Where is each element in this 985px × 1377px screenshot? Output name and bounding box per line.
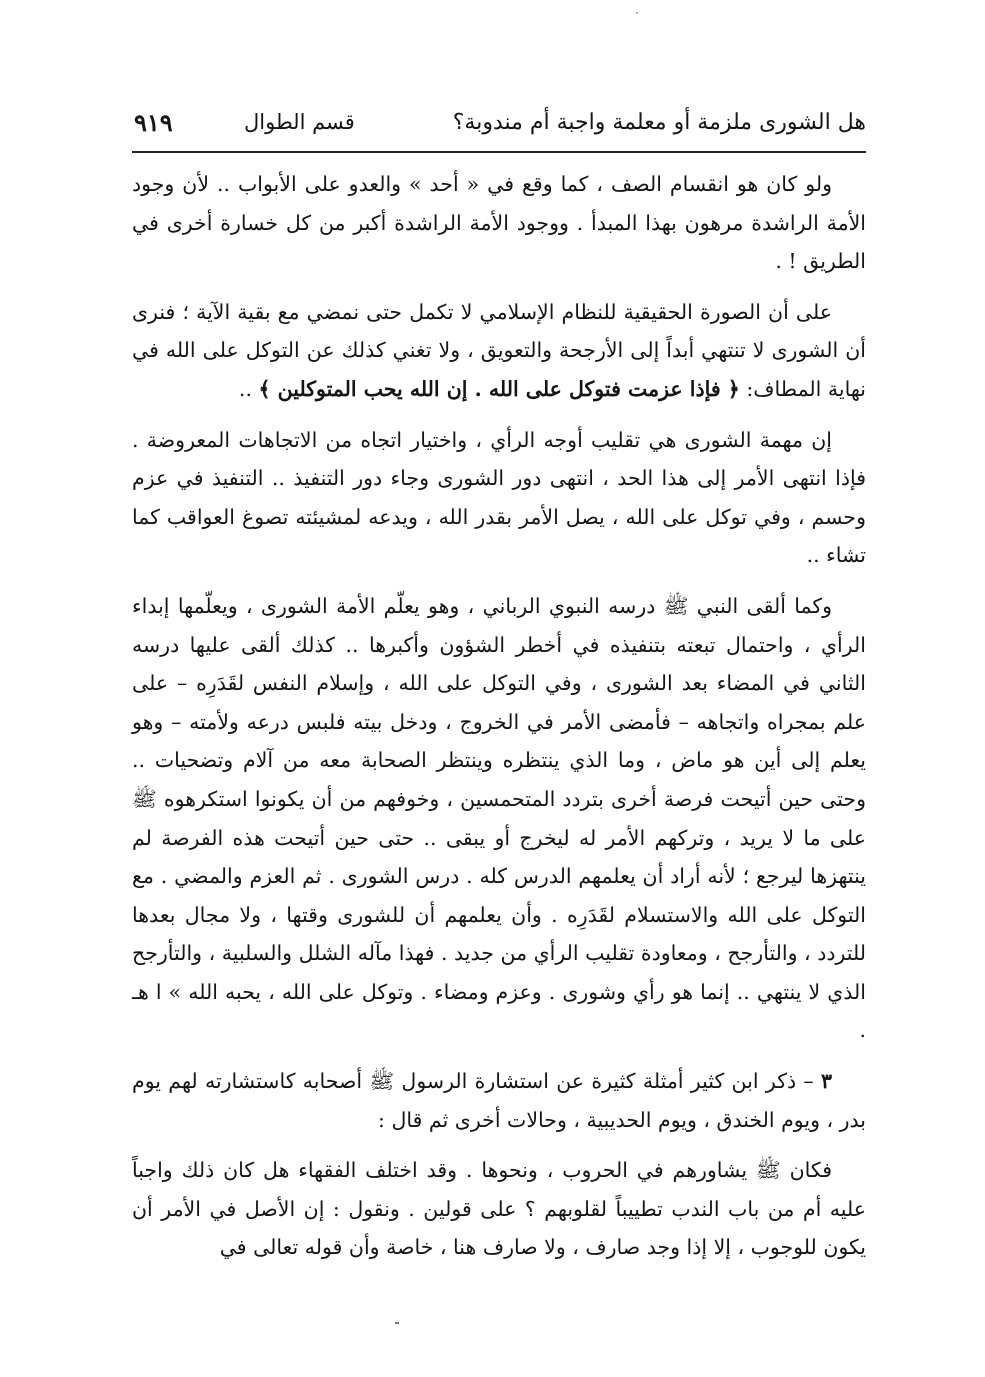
paragraph-2	[132, 293, 866, 409]
scan-speck-bottom	[395, 1322, 399, 1324]
paragraph-text: ولو كان هو انقسام الصف ، كما وقع في « أحد » والعدو على الأبواب .. لأن وجود الأمة الراشدة مرهون بهذا المبدأ . ووجود الأمة الراشدة أكبر من كل خسارة أخرى في الطريق ! .	[132, 172, 866, 274]
paragraph-1	[132, 165, 866, 281]
paragraph-4	[132, 587, 866, 1050]
paragraph-text: إن مهمة الشورى هي تقليب أوجه الرأي ، واختيار اتجاه من الاتجاهات المعروضة . فإذا انتهى الأمر إلى هذا الحد ، انتهى دور الشورى وجاء دور التنفيذ .. التنفيذ في عزم وحسم ، وفي توكل على الله ، يصل الأمر بقدر الله ، ويدعه لمشيئته تصوغ العواقب كما تشاء ..	[132, 427, 866, 568]
paragraph-text: وكما ألقى النبي ﷺ درسه النبوي الرباني ، وهو يعلّم الأمة الشورى ، ويعلّمها إبداء الرأي ، واحتمال تبعته بتنفيذه في أخطر الشؤون وأكبرها .. كذلك ألقى عليها درسه الثاني في المضاء بعد الشورى ، وفي التوكل على الله ، وإسلام النفس لقَدَرِه – على علم بمجراه واتجاهه – فأمضى الأمر في الخروج ، ودخل بيته فلبس درعه ولأمته – وهو يعلم إلى أين هو ماض ، وما الذي ينتظره وينتظر الصحابة معه من آلام وتضحيات .. وحتى حين أتيحت فرصة أخرى بتردد المتحمسين ، وخوفهم من أن يكونوا استكرهوه ﷺ على ما لا يريد ، وتركهم الأمر له ليخرج أو يبقى .. حتى حين أتيحت هذه الفرصة لم ينتهزها ليرجع ؛ لأنه أراد أن يعلمهم الدرس كله . درس الشورى . ثم العزم والمضي . مع التوكل على الله والاستسلام لقَدَرِه . وأن يعلمهم أن للشورى وقتها ، ولا مجال بعدها للتردد ، والتأرجح ، ومعاودة تقليب الرأي من جديد . فهذا مآله الشلل والسلبية ، والتأرجح الذي لا ينتهي .. إنما هو رأي وشورى . وعزم ومضاء . وتوكل على الله ، يحبه الله » ا هـ .	[132, 593, 866, 1043]
section-name: قسم الطوال	[244, 110, 355, 134]
point-number: ٣	[820, 1069, 832, 1094]
main-text	[132, 165, 866, 1267]
paragraph-3	[132, 421, 866, 575]
paragraph-5	[132, 1062, 866, 1139]
scan-speck	[636, 12, 638, 14]
paragraph-6	[132, 1151, 866, 1267]
page-header	[132, 106, 866, 146]
header-divider	[132, 151, 866, 153]
paragraph-ending: ..	[238, 376, 252, 401]
quran-verse: ﴿ فإذا عزمت فتوكل على الله . إن الله يحب المتوكلين ﴾	[258, 376, 740, 401]
paragraph-text: فكان ﷺ يشاورهم في الحروب ، ونحوها . وقد اختلف الفقهاء هل كان ذلك واجباً عليه أم من باب الندب تطييباً لقلوبهم ؟ على قولين . ونقول : إن الأصل في الأمر أن يكون للوجوب ، إلا إذا وجد صارف ، ولا صارف هنا ، خاصة وأن قوله تعالى في	[132, 1158, 866, 1260]
paragraph-text: – ذكر ابن كثير أمثلة كثيرة عن استشارة الرسول ﷺ أصحابه كاستشارته لهم يوم بدر ، ويوم الخندق ، ويوم الحديبية ، وحالات أخرى ثم قال :	[132, 1069, 866, 1132]
chapter-title: هل الشورى ملزمة أو معلمة واجبة أم مندوبة؟	[452, 110, 866, 135]
page-number: ٩١٩	[134, 108, 173, 137]
paragraph-text: على أن الصورة الحقيقية للنظام الإسلامي لا تكمل حتى نمضي مع بقية الآية ؛ فنرى أن الشورى لا تنتهي أبداً إلى الأرجحة والتعويق ، ولا تغني كذلك عن التوكل على الله في نهاية المطاف:	[132, 299, 866, 401]
